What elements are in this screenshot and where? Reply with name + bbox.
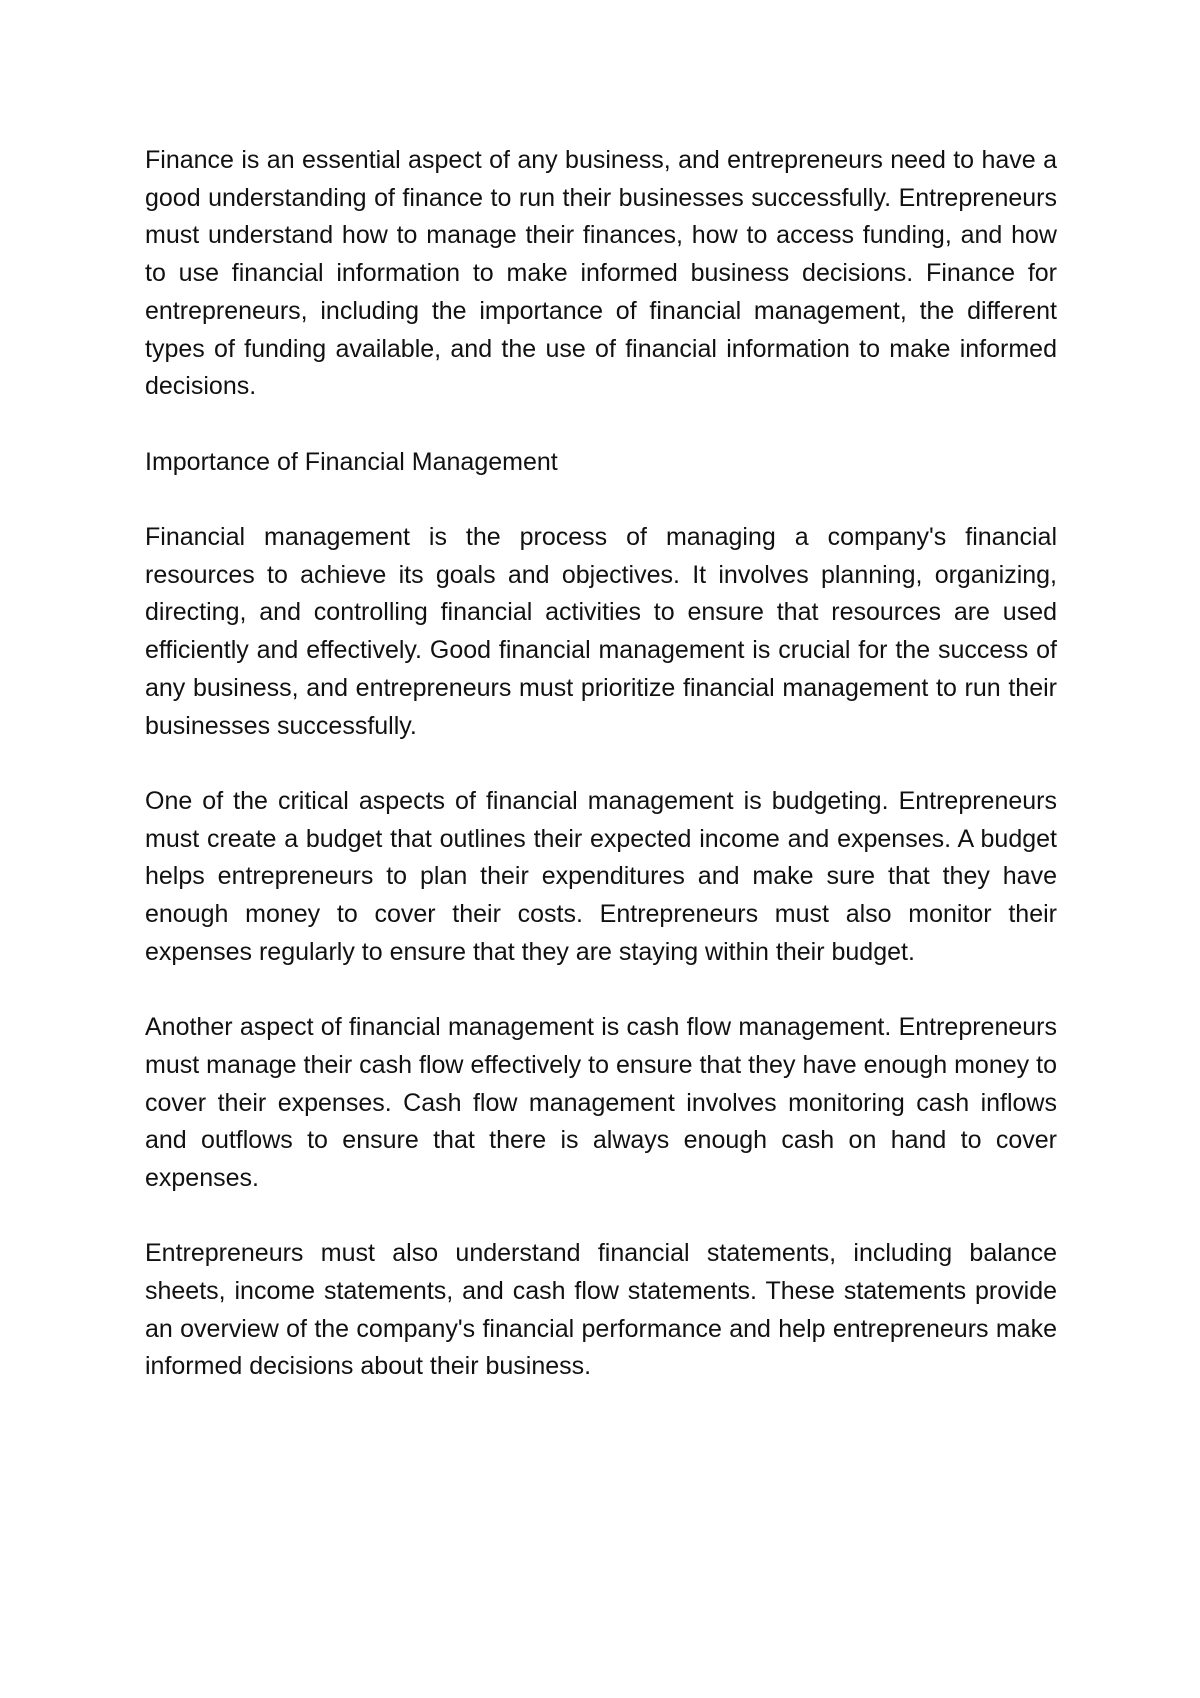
document-body [145, 142, 1057, 1386]
body-paragraph-1: Financial management is the process of managing a company's financial resources to achieve its goals and objectives. It involves planning, organizing, directing, and controlling financial activities to ensure that resources are used efficiently and effectively. Good financial management is crucial for the success of any business, and entrepreneurs must prioritize financial management to run their businesses successfully. [145, 523, 1057, 740]
body-paragraph-2: One of the critical aspects of financial management is budgeting. Entrepreneurs must create a budget that outlines their expected income and expenses. A budget helps entrepreneurs to plan their expenditures and make sure that they have enough money to cover their costs. Entrepreneurs must also monitor their expenses regularly to ensure that they are staying within their budget. [145, 786, 1057, 966]
body-paragraph-3: Another aspect of financial management is cash flow management. Entrepreneurs must manage their cash flow effectively to ensure that they have enough money to cover their expenses. Cash flow management involves monitoring cash inflows and outflows to ensure that there is always enough cash on hand to cover expenses. [145, 1013, 1057, 1192]
intro-paragraph: Finance is an essential aspect of any business, and entrepreneurs need to have a good understanding of finance to run their businesses successfully. Entrepreneurs must understand how to manage their finances, how to access funding, and how to use financial information to make informed business decisions. Finance for entrepreneurs, including the importance of financial management, the different types of funding available, and the use of financial information to make informed decisions. [145, 146, 1057, 401]
body-paragraph-4: Entrepreneurs must also understand financial statements, including balance sheets, income statements, and cash flow statements. These statements provide an overview of the company's financial performance and help entrepreneurs make informed decisions about their business. [145, 1239, 1057, 1381]
section-heading: Importance of Financial Management [145, 447, 558, 476]
